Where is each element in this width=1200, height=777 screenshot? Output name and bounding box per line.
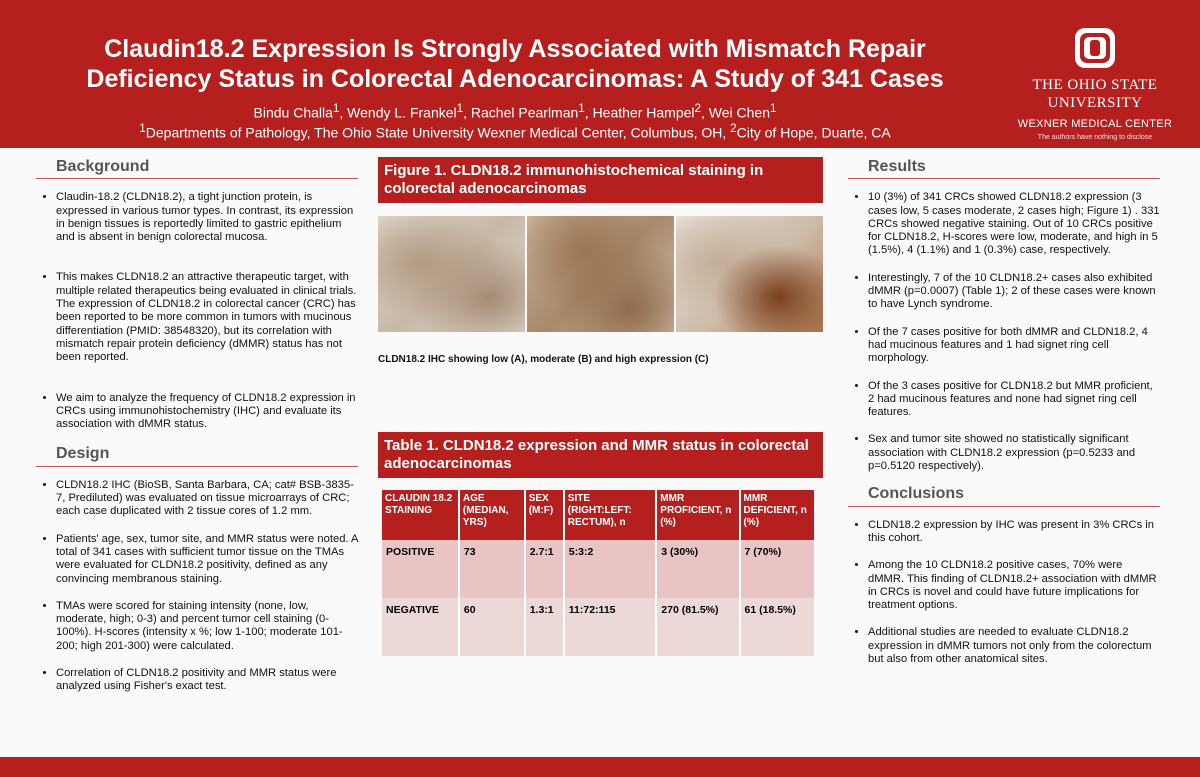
- list-item: • Interestingly, 7 of the 10 CLDN18.2+ cases also exhibited dMMR (p=0.0007) (Table 1); 2 of these cases were known to have Lynch syndrome.: [868, 272, 1160, 312]
- list-item: • Of the 7 cases positive for both dMMR and CLDN18.2, 4 had mucinous features and 1 had signet ring cell morphology.: [868, 326, 1160, 366]
- table-cell: 1.3:1: [525, 598, 564, 656]
- column-header: CLAUDIN 18.2 STAINING: [382, 490, 459, 540]
- table-cell: 61 (18.5%): [740, 598, 814, 656]
- author-affil-sup: 2: [694, 102, 701, 115]
- list-item: • Among the 10 CLDN18.2 positive cases, 70% were dMMR. This finding of CLDN18.2+ association with dMMR in CRCs is novel and could have future implications for treatment options.: [868, 559, 1160, 612]
- disclosure: The authors have nothing to disclose: [1037, 134, 1153, 141]
- list-item: • CLDN18.2 expression by IHC was present in 3% CRCs in this cohort.: [868, 519, 1160, 546]
- list-item: • 10 (3%) of 341 CRCs showed CLDN18.2 expression (3 cases low, 5 cases moderate, 2 cases high; Figure 1) . 331 CRCs showed negative staining. Out of 10 CRCs positive for CLDN18.2, H-scores were low, moderate, and high in 5 (1.5%), 4 (1.1%) and 1 (0.3%) case, respectively.: [868, 191, 1160, 257]
- osu-logo: [1000, 26, 1190, 141]
- table-cell: 3 (30%): [656, 540, 739, 598]
- table-cell: 7 (70%): [740, 540, 814, 598]
- affil-text: City of Hope, Duarte, CA: [736, 124, 891, 141]
- results-list: [848, 191, 1160, 473]
- results-table: [382, 490, 814, 656]
- results-heading: Results: [848, 152, 1160, 179]
- author-affil-sup: 1: [769, 102, 777, 115]
- background-heading: Background: [36, 152, 358, 179]
- column-header: MMR DEFICIENT, n (%): [740, 490, 814, 540]
- logo-line-1: THE OHIO STATE: [1032, 77, 1158, 93]
- figure-images: [378, 216, 823, 332]
- table-header-row: [382, 490, 814, 540]
- list-item: • We aim to analyze the frequency of CLDN18.2 expression in CRCs using immunohistochemistry (IHC) and evaluate its association with dMMR status.: [56, 392, 358, 432]
- figure-caption: CLDN18.2 IHC showing low (A), moderate (B) and high expression (C): [378, 354, 709, 365]
- author-affil-sup: 1: [578, 102, 585, 115]
- list-item: • Sex and tumor site showed no statistically significant association with CLDN18.2 expression (p=0.5233 and p=0.5120 respectively).: [868, 433, 1160, 473]
- ihc-image-low: [378, 216, 525, 332]
- ihc-image-moderate: [527, 216, 674, 332]
- table-cell: 270 (81.5%): [656, 598, 739, 656]
- author-name: Rachel Pearlman: [470, 104, 579, 121]
- column-header: AGE (MEDIAN, YRS): [459, 490, 525, 540]
- author-name: Wendy L. Frankel: [347, 104, 457, 121]
- table-cell: 73: [459, 540, 525, 598]
- affil-sup: 1: [139, 122, 146, 135]
- column-header: SITE (RIGHT:LEFT: RECTUM), n: [564, 490, 657, 540]
- logo-line-3: WEXNER MEDICAL CENTER: [1017, 118, 1173, 130]
- block-o-icon: [1073, 26, 1117, 70]
- author-affil-sup: 1: [456, 102, 464, 115]
- left-column: [36, 152, 358, 694]
- conclusions-list: [848, 519, 1160, 667]
- column-header: MMR PROFICIENT, n (%): [656, 490, 739, 540]
- design-heading: Design: [36, 439, 358, 466]
- list-item: • Additional studies are needed to evaluate CLDN18.2 expression in dMMR tumors not only from the colorectum but also from other anatomical sites.: [868, 626, 1160, 666]
- logo-university-name: [1000, 76, 1190, 112]
- affil-sup: 2: [730, 122, 737, 135]
- list-item: • CLDN18.2 IHC (BioSB, Santa Barbara, CA; cat# BSB-3835-7, Prediluted) was evaluated on tissue microarrays of CRC; each case duplicated with 2 tissue cores of 1.2 mm.: [56, 479, 358, 519]
- ihc-image-high: [676, 216, 823, 332]
- author-name: Wei Chen: [708, 104, 770, 121]
- table-cell: 11:72:115: [564, 598, 657, 656]
- poster-footer: [0, 757, 1200, 777]
- affiliations: [20, 120, 1010, 142]
- list-item: • TMAs were scored for staining intensity (none, low, moderate, high; 0-3) and percent tumor cell staining (0-100%). H-scores (intensity x %; low 1-100; moderate 101-200; high 201-300) were calculated.: [56, 600, 358, 653]
- table-cell: NEGATIVE: [382, 598, 459, 656]
- column-header: SEX (M:F): [525, 490, 564, 540]
- table-cell: 2.7:1: [525, 540, 564, 598]
- design-list: [36, 479, 358, 694]
- author-affil-sup: 1: [332, 102, 340, 115]
- table-cell: 5:3:2: [564, 540, 657, 598]
- list-item: • This makes CLDN18.2 an attractive therapeutic target, with multiple related therapeutics being evaluated in clinical trials. The expression of CLDN18.2 in colorectal cancer (CRC) has been reported to be more common in tumors with mucinous differentiation (PMID: 38548320), but its correlation with mismatch repair protein deficiency (dMMR) status has not been reported.: [56, 271, 358, 364]
- right-column: [848, 152, 1160, 666]
- table-cell: 60: [459, 598, 525, 656]
- table-row: [382, 598, 814, 656]
- conclusions-heading: Conclusions: [848, 479, 1160, 506]
- author-name: Bindu Challa: [253, 104, 333, 121]
- table-heading: Table 1. CLDN18.2 expression and MMR status in colorectal adenocarcinomas: [378, 432, 823, 478]
- background-list: [36, 191, 358, 431]
- affil-text: Departments of Pathology, The Ohio State University Wexner Medical Center, Columbus, OH,: [145, 124, 731, 141]
- title-line-1: Claudin18.2 Expression Is Strongly Associated with Mismatch Repair: [104, 35, 926, 63]
- list-item: • Of the 3 cases positive for CLDN18.2 but MMR proficient, 2 had mucinous features and none had signet ring cell features.: [868, 380, 1160, 420]
- table-cell: POSITIVE: [382, 540, 459, 598]
- author-list: Bindu Challa$^1$, Wendy L. Frankel$^1$, Rachel Pearlman$^1$, Heather Hampel$^2$, Wei Chen$^1$: [253, 102, 777, 121]
- title-line-2: Deficiency Status in Colorectal Adenocarcinomas: A Study of 341 Cases: [86, 65, 944, 93]
- author-name: Heather Hampel: [592, 104, 695, 121]
- figure-heading: Figure 1. CLDN18.2 immunohistochemical staining in colorectal adenocarcinomas: [378, 157, 823, 203]
- poster-header: [0, 0, 1200, 148]
- logo-line-2: UNIVERSITY: [1047, 95, 1143, 111]
- table-row: [382, 540, 814, 598]
- list-item: • Claudin-18.2 (CLDN18.2), a tight junction protein, is expressed in various tumor types. In contrast, its expression in benign tissues is reportedly limited to gastric epithelium and is absent in benign colorectal mucosa.: [56, 191, 358, 244]
- poster-title: [20, 34, 1010, 94]
- list-item: • Patients' age, sex, tumor site, and MMR status were noted. A total of 341 cases with sufficient tumor tissue on the TMAs were evaluated for CLDN18.2 positivity, defined as any convincing membranous staining.: [56, 533, 358, 586]
- list-item: • Correlation of CLDN18.2 positivity and MMR status were analyzed using Fisher's exact test.: [56, 667, 358, 694]
